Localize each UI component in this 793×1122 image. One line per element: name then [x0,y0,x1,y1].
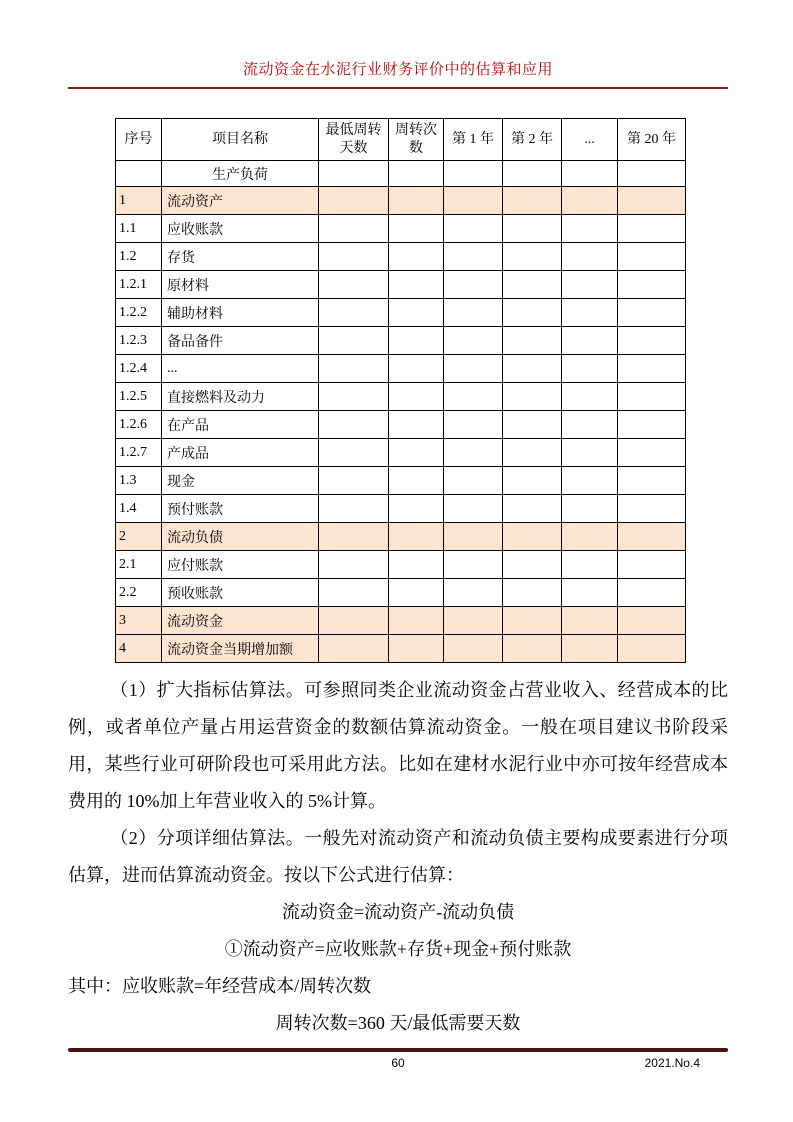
empty-cell [618,271,686,299]
empty-cell [562,299,618,327]
empty-cell [444,523,503,551]
empty-cell [562,383,618,411]
empty-cell [389,635,444,663]
empty-cell [618,161,686,187]
empty-cell [618,187,686,215]
empty-cell [618,439,686,467]
running-title: 流动资金在水泥行业财务评价中的估算和应用 [242,62,553,78]
subheader-label: 生产负荷 [162,161,319,187]
table-row [116,607,686,635]
empty-cell [389,579,444,607]
empty-cell [389,161,444,187]
table-header-row [116,119,686,161]
row-name: 应付账款 [162,551,319,579]
column-header-2: 最低周转天数 [319,119,389,161]
empty-cell [562,607,618,635]
column-header-6: ... [562,119,618,161]
column-header-1: 项目名称 [162,119,319,161]
empty-cell [562,271,618,299]
row-name: 产成品 [162,439,319,467]
row-no: 1.2.2 [116,299,162,327]
empty-cell [503,551,562,579]
row-name: 流动资金 [162,607,319,635]
empty-cell [444,439,503,467]
table-row [116,299,686,327]
empty-cell [562,355,618,383]
table-row [116,355,686,383]
empty-cell [319,495,389,523]
empty-cell [319,215,389,243]
empty-cell [503,187,562,215]
empty-cell [503,215,562,243]
row-name: 辅助材料 [162,299,319,327]
empty-cell [618,411,686,439]
column-header-3: 周转次数 [389,119,444,161]
column-header-4: 第 1 年 [444,119,503,161]
row-no: 2 [116,523,162,551]
empty-cell [444,635,503,663]
empty-cell [444,243,503,271]
empty-cell [319,467,389,495]
empty-cell [444,411,503,439]
empty-cell [389,327,444,355]
empty-cell [319,607,389,635]
row-no: 4 [116,635,162,663]
empty-cell [618,551,686,579]
row-name: 直接燃料及动力 [162,383,319,411]
formula-working-capital: 流动资金=流动资产-流动负债 [281,902,515,922]
row-no: 1.1 [116,215,162,243]
empty-cell [562,523,618,551]
empty-cell [444,161,503,187]
empty-cell [618,635,686,663]
empty-cell [389,355,444,383]
empty-cell [319,299,389,327]
empty-cell [503,299,562,327]
subheader-row [116,161,686,187]
table-row [116,411,686,439]
empty-cell [319,551,389,579]
row-no: 1.2.3 [116,327,162,355]
empty-cell [444,467,503,495]
empty-cell [503,411,562,439]
paragraph-expanded-index-method: （1）扩大指标估算法。可参照同类企业流动资金占营业收入、经营成本的比例，或者单位产量占用运营资金的数额估算流动资金。一般在项目建议书阶段采用，某些行业可研阶段也可采用此方法。比如在建材水泥行业中亦可按年经营成本费用的 10%加上年营业收入的 5%计算。 [68,680,728,811]
table-row [116,439,686,467]
empty-cell [618,327,686,355]
empty-cell [562,161,618,187]
row-name: 现金 [162,467,319,495]
row-name: 预付账款 [162,495,319,523]
empty-cell [618,607,686,635]
empty-cell [444,551,503,579]
row-no: 1.2.6 [116,411,162,439]
empty-cell [618,355,686,383]
empty-cell [319,523,389,551]
empty-cell [444,187,503,215]
working-capital-estimation-table [115,118,686,663]
empty-cell [319,243,389,271]
empty-cell [562,467,618,495]
table-row [116,467,686,495]
empty-cell [389,495,444,523]
row-no: 1.3 [116,467,162,495]
empty-cell [562,243,618,271]
empty-cell [444,355,503,383]
body-text [68,672,728,1042]
empty-cell [389,551,444,579]
table-row [116,215,686,243]
empty-cell [503,271,562,299]
row-no: 2.2 [116,579,162,607]
empty-cell [319,327,389,355]
row-no [116,161,162,187]
table-row [116,271,686,299]
row-no: 1.2 [116,243,162,271]
empty-cell [444,607,503,635]
empty-cell [389,467,444,495]
formula-turnover-times: 周转次数=360 天/最低需要天数 [275,1013,521,1033]
table-row [116,495,686,523]
issue-label: 2021.No.4 [644,1056,700,1070]
row-name: 原材料 [162,271,319,299]
empty-cell [389,187,444,215]
row-no: 1.2.5 [116,383,162,411]
empty-cell [618,243,686,271]
row-name: 流动资产 [162,187,319,215]
empty-cell [389,523,444,551]
empty-cell [319,161,389,187]
formula-accounts-receivable: 其中：应收账款=年经营成本/周转次数 [68,976,372,996]
empty-cell [389,271,444,299]
page-footer [68,1056,728,1074]
footer-rule [68,1048,728,1052]
row-name: 在产品 [162,411,319,439]
row-name: 备品备件 [162,327,319,355]
empty-cell [562,215,618,243]
empty-cell [503,243,562,271]
row-no: 2.1 [116,551,162,579]
row-no: 1.4 [116,495,162,523]
empty-cell [444,579,503,607]
row-no: 1.2.4 [116,355,162,383]
empty-cell [319,579,389,607]
empty-cell [503,495,562,523]
empty-cell [503,161,562,187]
empty-cell [319,271,389,299]
empty-cell [562,579,618,607]
empty-cell [389,411,444,439]
empty-cell [503,327,562,355]
empty-cell [319,411,389,439]
empty-cell [444,327,503,355]
empty-cell [618,495,686,523]
table-row [116,187,686,215]
table-row [116,523,686,551]
empty-cell [503,439,562,467]
empty-cell [503,355,562,383]
row-no: 1 [116,187,162,215]
empty-cell [562,327,618,355]
empty-cell [618,383,686,411]
empty-cell [618,523,686,551]
page-number: 60 [391,1056,405,1070]
header-rule [68,87,728,89]
empty-cell [503,635,562,663]
empty-cell [503,579,562,607]
empty-cell [444,383,503,411]
empty-cell [444,271,503,299]
row-no: 3 [116,607,162,635]
empty-cell [618,579,686,607]
empty-cell [503,467,562,495]
empty-cell [618,467,686,495]
empty-cell [562,187,618,215]
empty-cell [319,187,389,215]
empty-cell [562,411,618,439]
row-name: 流动负债 [162,523,319,551]
column-header-5: 第 2 年 [503,119,562,161]
empty-cell [389,299,444,327]
empty-cell [389,383,444,411]
table-row [116,579,686,607]
table-row [116,243,686,271]
empty-cell [503,383,562,411]
row-name: 应收账款 [162,215,319,243]
paragraph-itemized-method: （2）分项详细估算法。一般先对流动资产和流动负债主要构成要素进行分项估算，进而估算流动资金。按以下公式进行估算： [68,828,728,885]
table-row [116,551,686,579]
empty-cell [319,439,389,467]
empty-cell [319,383,389,411]
empty-cell [562,635,618,663]
empty-cell [618,299,686,327]
row-name: 存货 [162,243,319,271]
formula-current-assets: ①流动资产=应收账款+存货+现金+预付账款 [224,939,572,959]
empty-cell [389,439,444,467]
empty-cell [562,551,618,579]
empty-cell [319,635,389,663]
empty-cell [503,523,562,551]
empty-cell [444,215,503,243]
table-row [116,327,686,355]
empty-cell [389,215,444,243]
table-row [116,383,686,411]
column-header-7: 第 20 年 [618,119,686,161]
row-name: 流动资金当期增加额 [162,635,319,663]
column-header-0: 序号 [116,119,162,161]
empty-cell [562,439,618,467]
empty-cell [562,495,618,523]
row-no: 1.2.7 [116,439,162,467]
empty-cell [389,243,444,271]
empty-cell [444,495,503,523]
table-row [116,635,686,663]
row-name: ... [162,355,319,383]
empty-cell [503,607,562,635]
row-name: 预收账款 [162,579,319,607]
empty-cell [389,607,444,635]
row-no: 1.2.1 [116,271,162,299]
empty-cell [319,355,389,383]
empty-cell [444,299,503,327]
empty-cell [618,215,686,243]
